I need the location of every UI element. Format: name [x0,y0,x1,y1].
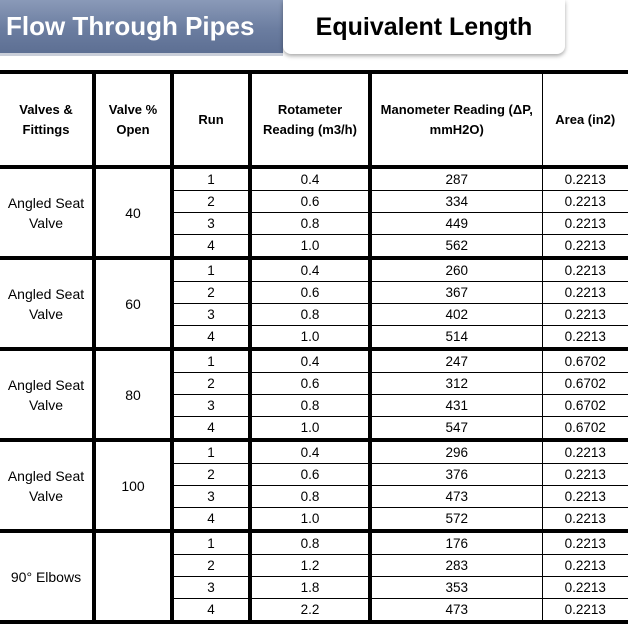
col-header-area: Area (in2) [542,72,628,167]
rotameter-cell: 0.4 [250,258,370,282]
area-cell: 0.2213 [542,508,628,532]
table-body [0,167,628,622]
col-header-rotameter: Rotameter Reading (m3/h) [250,72,370,167]
run-cell: 3 [172,486,250,508]
run-cell: 2 [172,373,250,395]
valve-open-cell: 40 [94,167,172,258]
rotameter-cell: 0.4 [250,440,370,464]
rotameter-cell: 0.6 [250,373,370,395]
table-row [0,258,628,282]
run-cell: 4 [172,417,250,441]
area-cell: 0.2213 [542,191,628,213]
area-cell: 0.2213 [542,304,628,326]
valve-open-cell: 60 [94,258,172,349]
manometer-cell: 296 [370,440,542,464]
run-cell: 3 [172,395,250,417]
rotameter-cell: 0.8 [250,531,370,555]
table-row [0,349,628,373]
manometer-cell: 473 [370,486,542,508]
data-table-container [0,70,628,615]
rotameter-cell: 0.4 [250,167,370,191]
manometer-cell: 283 [370,555,542,577]
manometer-cell: 367 [370,282,542,304]
area-cell: 0.2213 [542,235,628,259]
run-cell: 4 [172,326,250,350]
fitting-cell: 90° Elbows [0,531,94,622]
manometer-cell: 353 [370,577,542,599]
manometer-cell: 287 [370,167,542,191]
rotameter-cell: 0.6 [250,191,370,213]
area-cell: 0.2213 [542,258,628,282]
manometer-cell: 431 [370,395,542,417]
col-header-run: Run [172,72,250,167]
manometer-cell: 260 [370,258,542,282]
fitting-cell: Angled Seat Valve [0,167,94,258]
area-cell: 0.2213 [542,282,628,304]
section-title: Flow Through Pipes [0,0,283,53]
fitting-cell: Angled Seat Valve [0,258,94,349]
rotameter-cell: 1.2 [250,555,370,577]
run-cell: 3 [172,577,250,599]
section-title-shadow [0,53,283,56]
area-cell: 0.2213 [542,555,628,577]
manometer-cell: 572 [370,508,542,532]
manometer-cell: 402 [370,304,542,326]
rotameter-cell: 0.6 [250,464,370,486]
manometer-cell: 376 [370,464,542,486]
area-cell: 0.2213 [542,464,628,486]
table-header-row [0,72,628,167]
run-cell: 1 [172,440,250,464]
col-header-fitting: Valves & Fittings [0,72,94,167]
area-cell: 0.2213 [542,486,628,508]
rotameter-cell: 0.4 [250,349,370,373]
manometer-cell: 473 [370,599,542,623]
area-cell: 0.2213 [542,326,628,350]
run-cell: 3 [172,304,250,326]
area-cell: 0.6702 [542,395,628,417]
rotameter-cell: 0.8 [250,486,370,508]
rotameter-cell: 0.8 [250,213,370,235]
manometer-cell: 247 [370,349,542,373]
run-cell: 4 [172,599,250,623]
col-header-manometer: Manometer Reading (ΔP, mmH2O) [370,72,542,167]
run-cell: 2 [172,555,250,577]
rotameter-cell: 2.2 [250,599,370,623]
area-cell: 0.6702 [542,373,628,395]
valve-open-cell: 80 [94,349,172,440]
run-cell: 1 [172,349,250,373]
rotameter-cell: 1.8 [250,577,370,599]
area-cell: 0.2213 [542,440,628,464]
run-cell: 3 [172,213,250,235]
rotameter-cell: 1.0 [250,235,370,259]
manometer-cell: 176 [370,531,542,555]
run-cell: 4 [172,235,250,259]
fitting-cell: Angled Seat Valve [0,440,94,531]
run-cell: 2 [172,191,250,213]
manometer-cell: 547 [370,417,542,441]
area-cell: 0.6702 [542,417,628,441]
rotameter-cell: 0.8 [250,304,370,326]
run-cell: 2 [172,464,250,486]
rotameter-cell: 1.0 [250,326,370,350]
table-row [0,531,628,555]
rotameter-cell: 0.6 [250,282,370,304]
area-cell: 0.2213 [542,577,628,599]
table-row [0,440,628,464]
run-cell: 1 [172,258,250,282]
page-title: Equivalent Length [283,0,565,54]
area-cell: 0.6702 [542,349,628,373]
manometer-cell: 449 [370,213,542,235]
run-cell: 1 [172,167,250,191]
area-cell: 0.2213 [542,213,628,235]
equivalent-length-table [0,70,628,624]
manometer-cell: 312 [370,373,542,395]
run-cell: 1 [172,531,250,555]
manometer-cell: 334 [370,191,542,213]
area-cell: 0.2213 [542,531,628,555]
area-cell: 0.2213 [542,599,628,623]
area-cell: 0.2213 [542,167,628,191]
fitting-cell: Angled Seat Valve [0,349,94,440]
valve-open-cell [94,531,172,622]
rotameter-cell: 0.8 [250,395,370,417]
manometer-cell: 562 [370,235,542,259]
manometer-cell: 514 [370,326,542,350]
rotameter-cell: 1.0 [250,508,370,532]
run-cell: 4 [172,508,250,532]
table-row [0,167,628,191]
col-header-open: Valve % Open [94,72,172,167]
run-cell: 2 [172,282,250,304]
rotameter-cell: 1.0 [250,417,370,441]
valve-open-cell: 100 [94,440,172,531]
